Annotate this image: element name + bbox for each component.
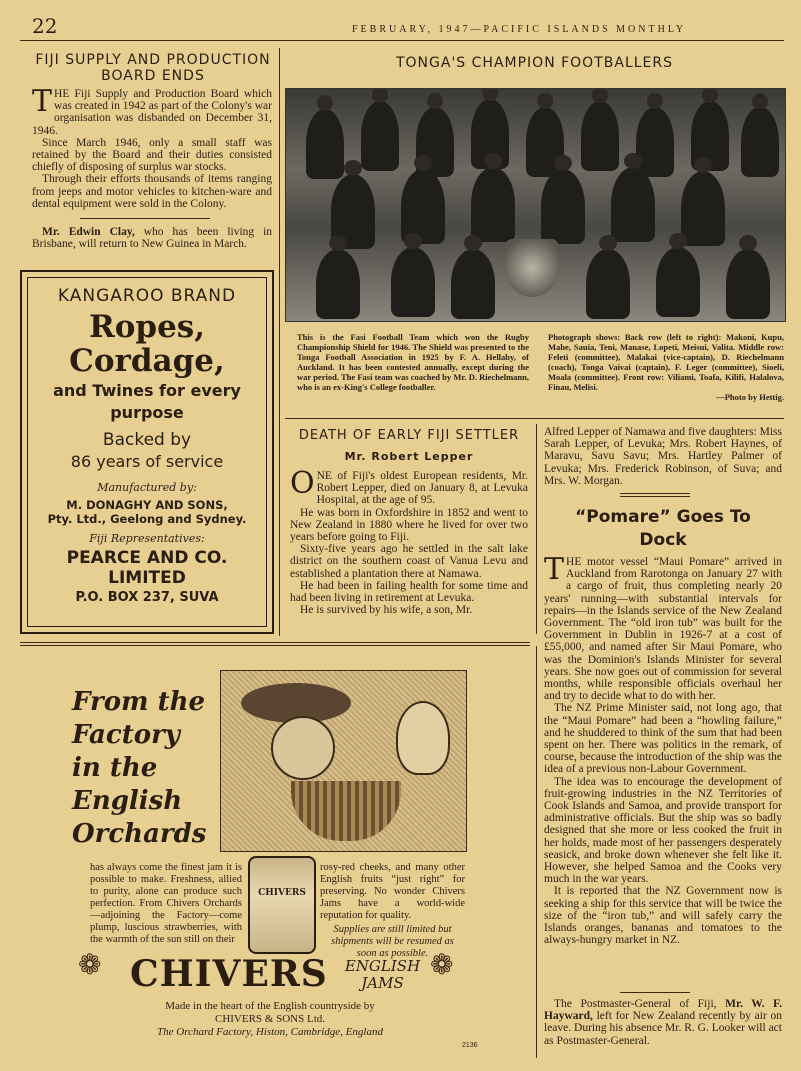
ad-twines: and Twines for every purpose [53,381,241,422]
paragraph: The idea was to encourage the development of fruit-growing industries in the NZ Territories of Cook Islands and Samoa, and provide transport for administrative officials. But the ship was so badly designed that she more or less cooked the fruit in her holds, made most of her passengers desperately seasick, and broke down whenever she felt like it. However, she helped Samoa and the Cooks very much in the war years. [544,775,782,886]
ad-brand: KANGAROO BRAND [57,286,237,306]
column-rule [279,48,280,636]
paragraph: Through their efforts thousands of items ranging from jeeps and motor vehicles to kitchen-ware and dental equipment were sold in the Colony. [32,173,272,210]
settler-title: DEATH OF EARLY FIJI SETTLER [298,428,520,443]
settler-article: ONE of Fiji's oldest European residents, Mr. Robert Lepper, died on January 8, at Levuka Hospital, at the age of 95. He was born in Oxfordshire in 1852 and went to New Zealand in 1880 where he lived for over two years before going to Fiji. Sixty-five years ago he settled in the salt lake district on the southern coast of Vanua Levu and established a plantation there at Namawa. He had been in failing health for some time and had been living in retirement at Levuka. He is survived by his wife, a son, Mr. [290,466,528,617]
fiji-board-article: THE Fiji Supply and Production Board which was created in 1942 as part of the Colony's war organisation was disbanded on December 31, 1946. Since March 1946, only a small staff was retained by the Board and their duties consisted chiefly of disposing of surplus war stocks. Through their efforts thousands of items ranging from jeeps and motor vehicles to kitchen-ware and dental equipment were sold in the Colony. [32,84,272,210]
tree-left-icon: ❁ [78,948,102,981]
paragraph: He is survived by his wife, a son, Mr. [300,604,473,617]
chivers-copy-right: rosy-red cheeks, and many other English fruits “just right” for preserving. No wonder Chivers Jams have a world-wide reputation for quality. Supplies are still limited but shipments will be resumed as soon as possible. [320,862,465,959]
ad-maker-location: Pty. Ltd., Geelong and Sydney. [47,512,247,526]
paragraph: He was born in Oxfordshire in 1852 and went to New Zealand in 1880 where he lived for over two years before going to Fiji. [290,506,528,544]
dropcap: O [290,466,315,501]
divider [620,992,690,993]
dropcap: T [544,552,565,587]
paragraph: Since March 1946, only a small staff was retained by the Board and their duties consisted chiefly of disposing of surplus war stocks. [32,136,272,174]
chivers-headline: From the Factory in the English Orchards [72,687,207,849]
chivers-made-by: Made in the heart of the English countryside by CHIVERS & SONS Ltd. The Orchard Factory, Histon, Cambridge, England [157,1000,383,1038]
ad-rep-limited: LIMITED [108,568,186,588]
paragraph: He had been in failing health for some time and had been living in retirement at Levuka. [290,579,528,605]
jam-jar: CHIVERS [248,856,316,954]
divider [620,496,690,497]
photo-caption-right: Photograph shows: Back row (left to right): Makoni, Kupu, Mahe, Sauia, Teni, Manase, Lopeti, Meisui, Valita. Middle row: Feleti (committee), Malakai (vice-captain), D. Riechelmann (coach), Tonga Vaivai (captain), F. Leger (committee), Sioeli, Moala (committee). Front row: Viliami, Toafa, Kilifi, Halalova, Finau, Melisi. —Photo by Hettig. [548,332,784,402]
section-rule [20,642,530,643]
clay-note: Mr. Edwin Clay, who has been living in Brisbane, will return to New Guinea in March. [32,226,273,251]
header-rule [20,40,784,41]
settler-article-cont: Alfred Lepper of Namawa and five daughters: Miss Sarah Lepper, of Levuka; Mrs. Robert Haynes, of Maravu, Savu Savu; Mrs. Hartley Palmer of Levuka; Mrs. Frederick Robinson, of Suva; and Mrs. W. Morgan. [544,426,782,487]
paragraph: The NZ Prime Minister said, not long ago, that the “Maui Pomare” had been a “howling failure,” and he shuddered to think of the sum that had been spent on her. There was politics in the remark, of course, because the introduction of the ship was the idea of a previous non-Labour Government. [544,702,782,776]
paragraph: Sixty-five years ago he settled in the salt lake district on the southern coast of Vanua Levu and established a plantation there at Namawa. [290,543,528,580]
trophy-shield [506,239,558,297]
chivers-brand: CHIVERS [130,953,328,995]
page-number: 22 [32,14,58,38]
kangaroo-advertisement [20,270,274,634]
ad-years: 86 years of service [70,452,224,471]
ad-code: 2136 [462,1042,478,1049]
fiji-board-title: FIJI SUPPLY AND PRODUCTION BOARD ENDS [35,52,271,84]
ad-maker: M. DONAGHY AND SONS, [66,498,228,512]
ad-ropes: Ropes, [88,309,206,345]
settler-subtitle: Mr. Robert Lepper [344,450,474,463]
hayward-note: The Postmaster-General of Fiji, Mr. W. F. Hayward, left for New Zealand recently by air on leave. During his absence Mr. R. G. Looker will act as Postmaster-General. [544,998,783,1047]
divider [285,418,784,419]
dropcap: T [32,84,53,119]
photo-credit: —Photo by Hettig. [716,392,784,402]
chivers-english-jams: ENGLISH JAMS [344,957,421,992]
ad-reps-label: Fiji Representatives: [89,532,205,545]
divider [620,493,690,494]
paragraph: It is reported that the NZ Government now is seeking a ship for this service that will be twice the size of the “iron tub,” and will safely carry the Islands oranges, bananas and tomatoes to the always-hungry market in NZ. [544,885,782,947]
photo-caption-left: This is the Fasi Football Team which won the Rugby Championship Shield for 1946. The Shield was presented to the Tonga Football Association in 1925 by F. A. Hellaby, of Auckland. It has been contested annually, except during the war period. The Fasi team was coached by Mr. D. Riechelmann, who is an ex-King's College footballer. [297,332,529,392]
supplies-note: Supplies are still limited but shipments will be resumed as soon as possible. [331,924,454,959]
orchard-illustration [220,670,467,852]
section-rule [20,645,530,646]
ad-cordage: Cordage, [69,343,225,379]
pomare-title: “Pomare” Goes To Dock [575,507,751,550]
ad-rep-address: P.O. BOX 237, SUVA [75,590,219,605]
ad-rep-name: PEARCE AND CO. [66,548,228,568]
tree-right-icon: ❁ [430,948,454,981]
column-rule [536,646,537,1058]
ad-backed: Backed by [102,430,192,450]
ad-manufactured-label: Manufactured by: [97,481,197,494]
divider [80,218,210,219]
chivers-copy-left: has always come the finest jam it is possible to make. Freshness, allied to purity, alone can produce such perfection. From Chivers Orchards—adjoining the Factory—come plump, luscious strawberries, with the warmth of the sun still on their [90,862,242,945]
running-head: FEBRUARY, 1947—PACIFIC ISLANDS MONTHLY [352,24,687,35]
pomare-article: THE motor vessel “Maui Pomare” arrived in Auckland from Rarotonga on January 27 with a cargo of fruit, thus completing nearly 20 years' running—with substantial intervals for repairs—in the Islands service of the New Zealand Government. The “old iron tub” was built for the Government in Dublin in 1926-7 at a cost of £55,000, and named after Sir Maui Pomare, who was the Dominion's Islands Minister for several years. She now goes out of commission for several months, while responsible officials overhaul her and try to decide what to do with her. The NZ Prime Minister said, not long ago, that the “Maui Pomare” had been a “howling failure,” and he shuddered to think of the sum that had been spent on her. There was politics in the remark, of course, because the introduction of the ship was the idea of a previous non-Labour Government. The idea was to encourage the development of fruit-growing industries in the NZ Territories of Cook Islands and Samoa, and provide transport for administrative officials. But the ship was so badly designed that she more or less cooked the fruit in her holds, made most of her passengers desperately seasick, and broke down whenever she felt like it. However, she helped Samoa and the Cooks very much in the war years. It is reported that the NZ Government now is seeking a ship for this service that will be twice the size of the “iron tub,” and will safely carry the Islands oranges, bananas and tomatoes to the always-hungry market in NZ. [544,552,782,947]
tonga-title: TONGA'S CHAMPION FOOTBALLERS [395,55,673,71]
team-photograph [285,88,786,322]
column-rule [536,424,537,634]
